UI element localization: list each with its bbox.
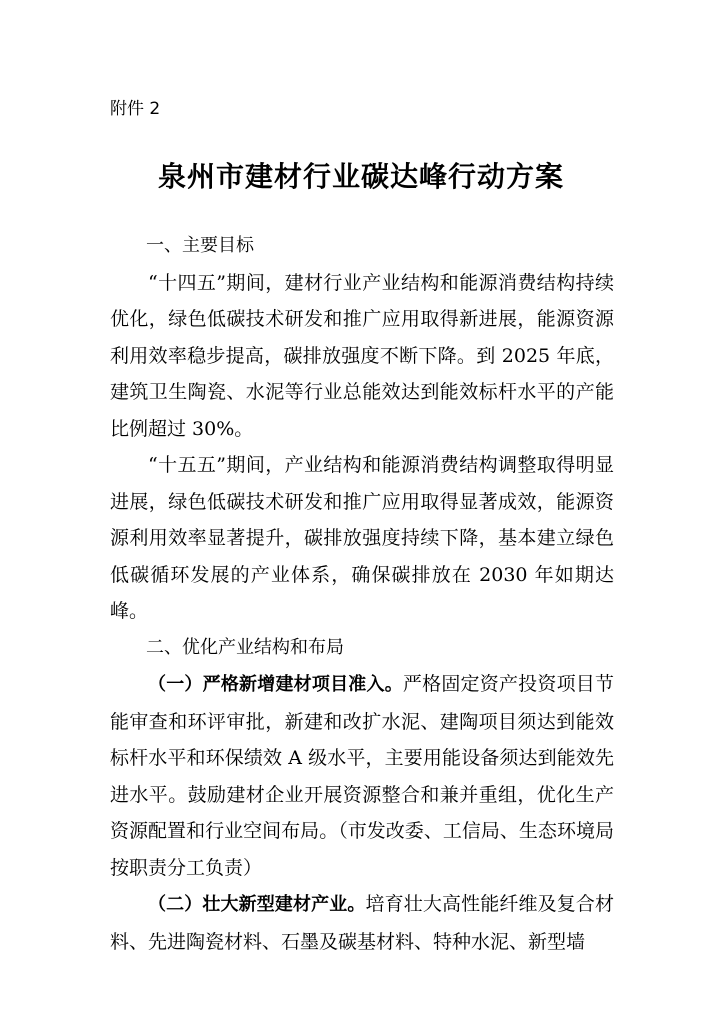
paragraph-15th-plan: “十五五”期间，产业结构和能源消费结构调整取得明显进展，绿色低碳技术研发和推广应用取得显著成效，能源资源利用效率显著提升，碳排放强度持续下降，基本建立绿色低碳循环发展的产业体系，确保碳排放在 2030 年如期达峰。 <box>110 454 614 622</box>
item-1-text: 严格固定资产投资项目节能审查和环评审批，新建和改扩水泥、建陶项目须达到能效标杆水平和环保绩效 A 级水平，主要用能设备须达到能效先进水平。鼓励建材企业开展资源整合和兼并重组，优化生产资源配置和行业空间布局。（市发改委、工信局、生态环境局按职责分工负责） <box>110 673 614 879</box>
paragraph-14th-plan: “十四五”期间，建材行业产业结构和能源消费结构持续优化，绿色低碳技术研发和推广应用取得新进展，能源资源利用效率稳步提高，碳排放强度不断下降。到 2025 年底，建筑卫生陶瓷、水泥等行业总能效达到能效标杆水平的产能比例超过 30%。 <box>110 271 614 440</box>
paragraph-item-1 <box>110 666 614 886</box>
document-body <box>110 228 614 960</box>
item-1-title: （一）严格新增建材项目准入。 <box>148 674 403 695</box>
document-title: 泉州市建材行业碳达峰行动方案 <box>157 160 564 193</box>
section-heading-main-goals: 一、主要目标 <box>146 235 254 256</box>
section-heading-optimize-structure: 二、优化产业结构和布局 <box>146 636 344 658</box>
item-2-text: 培育壮大高性能纤维及复合材料、先进陶瓷材料、石墨及碳基材料、特种水泥、新型墙 <box>110 893 614 953</box>
paragraph-item-2 <box>110 886 614 960</box>
attachment-label: 附件 2 <box>110 99 161 119</box>
item-2-title: （二）壮大新型建材产业。 <box>148 894 366 915</box>
